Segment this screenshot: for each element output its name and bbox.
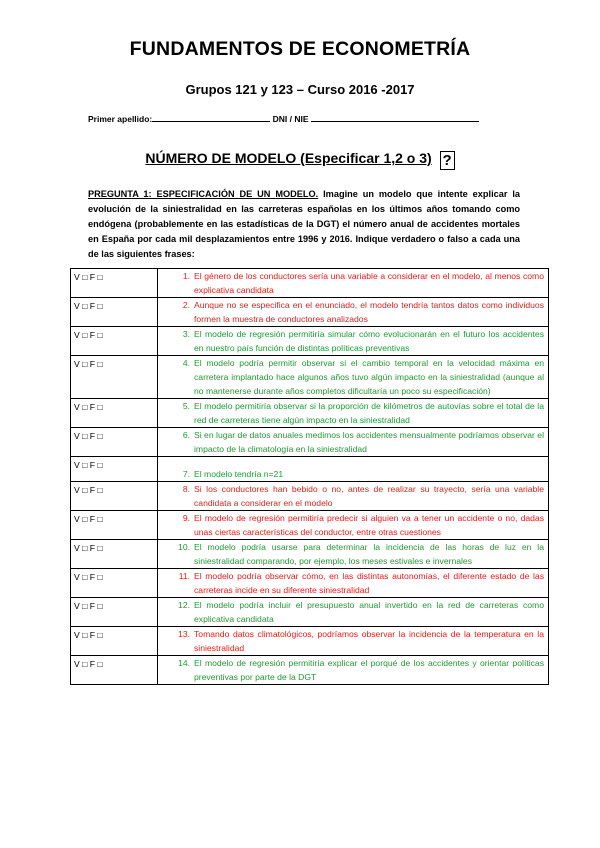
- dni-blank[interactable]: [311, 112, 479, 122]
- statement-number: 4.: [182, 358, 190, 368]
- true-false-checkboxes[interactable]: V □ F □: [71, 457, 158, 482]
- statement-row: [71, 598, 549, 627]
- model-number-box[interactable]: ?: [440, 151, 455, 170]
- question-intro: [88, 187, 520, 262]
- statement-row: [71, 482, 549, 511]
- statement-number: 3.: [182, 329, 190, 339]
- statement-row: [71, 656, 549, 685]
- statement-cell: [158, 327, 549, 356]
- statement-row: [71, 457, 549, 482]
- statement-number: 13.: [178, 629, 190, 639]
- true-false-table: [70, 268, 549, 685]
- true-false-checkboxes[interactable]: V □ F □: [71, 511, 158, 540]
- statement-number: 12.: [178, 600, 190, 610]
- document-title: FUNDAMENTOS DE ECONOMETRÍA: [129, 38, 471, 60]
- true-false-checkboxes[interactable]: V □ F □: [71, 598, 158, 627]
- statement-cell: [158, 298, 549, 327]
- true-false-checkboxes[interactable]: V □ F □: [71, 540, 158, 569]
- statement-text: El modelo permitiría observar si la proporción de kilómetros de autovías sobre el total de la red de carreteras tiene algún impacto en la siniestralidad: [194, 401, 544, 425]
- statement-text: El modelo de regresión permitiría simular cómo evolucionarán en el futuro los accidentes en nuestro país función de distintas políticas preventivas: [194, 329, 544, 353]
- statement-row: [71, 511, 549, 540]
- statement-number: 1.: [182, 271, 190, 281]
- statement-row: [71, 269, 549, 298]
- true-false-checkboxes[interactable]: V □ F □: [71, 428, 158, 457]
- statement-text: Si los conductores han bebido o no, antes de realizar su trayecto, sería una variable candidata a considerar en el modelo: [194, 484, 544, 508]
- statement-row: [71, 428, 549, 457]
- true-false-checkboxes[interactable]: V □ F □: [71, 399, 158, 428]
- true-false-checkboxes[interactable]: V □ F □: [71, 298, 158, 327]
- statement-row: [71, 327, 549, 356]
- statement-text: El género de los conductores sería una variable a considerar en el modelo, al menos como explicativa candidata: [194, 271, 544, 295]
- true-false-checkboxes[interactable]: V □ F □: [71, 627, 158, 656]
- course-subtitle: Grupos 121 y 123 – Curso 2016 -2017: [185, 82, 415, 97]
- true-false-checkboxes[interactable]: V □ F □: [71, 356, 158, 399]
- statement-text: Tomando datos climatológicos, podríamos observar la incidencia de la temperatura en la siniestralidad: [194, 629, 544, 653]
- statement-cell: [158, 627, 549, 656]
- statement-number: 10.: [178, 542, 190, 552]
- statement-row: [71, 569, 549, 598]
- dni-label: DNI / NIE: [272, 114, 309, 124]
- statement-cell: [158, 569, 549, 598]
- statement-cell: [158, 457, 549, 482]
- question-heading: PREGUNTA 1: ESPECIFICACIÓN DE UN MODELO.: [88, 189, 319, 199]
- statement-cell: [158, 656, 549, 685]
- statement-cell: [158, 399, 549, 428]
- statement-number: 8.: [182, 484, 190, 494]
- statement-cell: [158, 356, 549, 399]
- statement-number: 6.: [182, 430, 190, 440]
- true-false-checkboxes[interactable]: V □ F □: [71, 656, 158, 685]
- statement-row: [71, 399, 549, 428]
- statement-number: 9.: [182, 513, 190, 523]
- true-false-checkboxes[interactable]: V □ F □: [71, 327, 158, 356]
- statement-text: El modelo tendría n=21: [194, 469, 284, 479]
- statement-text: El modelo podría incluir el presupuesto anual invertido en la red de carreteras como explicativa candidata: [194, 600, 544, 624]
- statement-number: 2.: [182, 300, 190, 310]
- statement-text: El modelo podría observar cómo, en las distintas autonomías, el diferente estado de las carreteras incide en su diferente siniestralidad: [194, 571, 544, 595]
- surname-label: Primer apellido:: [88, 114, 153, 124]
- statement-text: El modelo de regresión permitiría explicar el porqué de los accidentes y orientar políticas preventivas por parte de la DGT: [194, 658, 544, 682]
- statement-number: 11.: [178, 571, 190, 581]
- statement-text: Si en lugar de datos anuales medimos los accidentes mensualmente podríamos observar el impacto de la climatología en la siniestralidad: [194, 430, 544, 454]
- statement-row: [71, 627, 549, 656]
- model-number-line: [0, 150, 600, 170]
- student-id-line: [88, 112, 518, 124]
- true-false-checkboxes[interactable]: V □ F □: [71, 482, 158, 511]
- question-text: Imagine un modelo que intente explicar la evolución de la siniestralidad en las carreteras españolas en los últimos años tomando como endógena (probablemente en las estadísticas de la DGT) el número anual de accidentes mortales en España por cada mil desplazamientos entre 1996 y 2016. Indique verdadero o falso a cada una de las siguientes frases:: [88, 189, 520, 259]
- statement-cell: [158, 540, 549, 569]
- statement-text: Aunque no se especifica en el enunciado, el modelo tendría tantos datos como individuos formen la muestra de conductores analizados: [194, 300, 544, 324]
- statement-row: [71, 540, 549, 569]
- statement-cell: [158, 269, 549, 298]
- model-number-label: NÚMERO DE MODELO (Especificar 1,2 o 3): [145, 150, 432, 166]
- true-false-checkboxes[interactable]: V □ F □: [71, 269, 158, 298]
- statement-text: El modelo podría usarse para determinar la incidencia de las horas de luz en la siniestralidad comparando, por ejemplo, los meses estivales e invernales: [194, 542, 544, 566]
- statement-text: El modelo podría permitir observar si el cambio temporal en la velocidad máxima en carretera implantado hace algunos años tuvo algún impacto en la siniestralidad (aunque al no mantenerse durante años completos dificultaría un poco su especificación): [194, 358, 544, 396]
- statement-row: [71, 356, 549, 399]
- statement-cell: [158, 428, 549, 457]
- statement-number: 14.: [178, 658, 190, 668]
- statement-number: 7.: [182, 469, 190, 479]
- statement-number: 5.: [182, 401, 190, 411]
- surname-blank[interactable]: [152, 112, 270, 122]
- true-false-checkboxes[interactable]: V □ F □: [71, 569, 158, 598]
- statement-cell: [158, 598, 549, 627]
- statement-text: El modelo de regresión permitiría predecir si alguien va a tener un accidente o no, dadas unas ciertas características del conductor, entre otras cuestiones: [194, 513, 544, 537]
- statement-cell: [158, 511, 549, 540]
- statement-row: [71, 298, 549, 327]
- statement-cell: [158, 482, 549, 511]
